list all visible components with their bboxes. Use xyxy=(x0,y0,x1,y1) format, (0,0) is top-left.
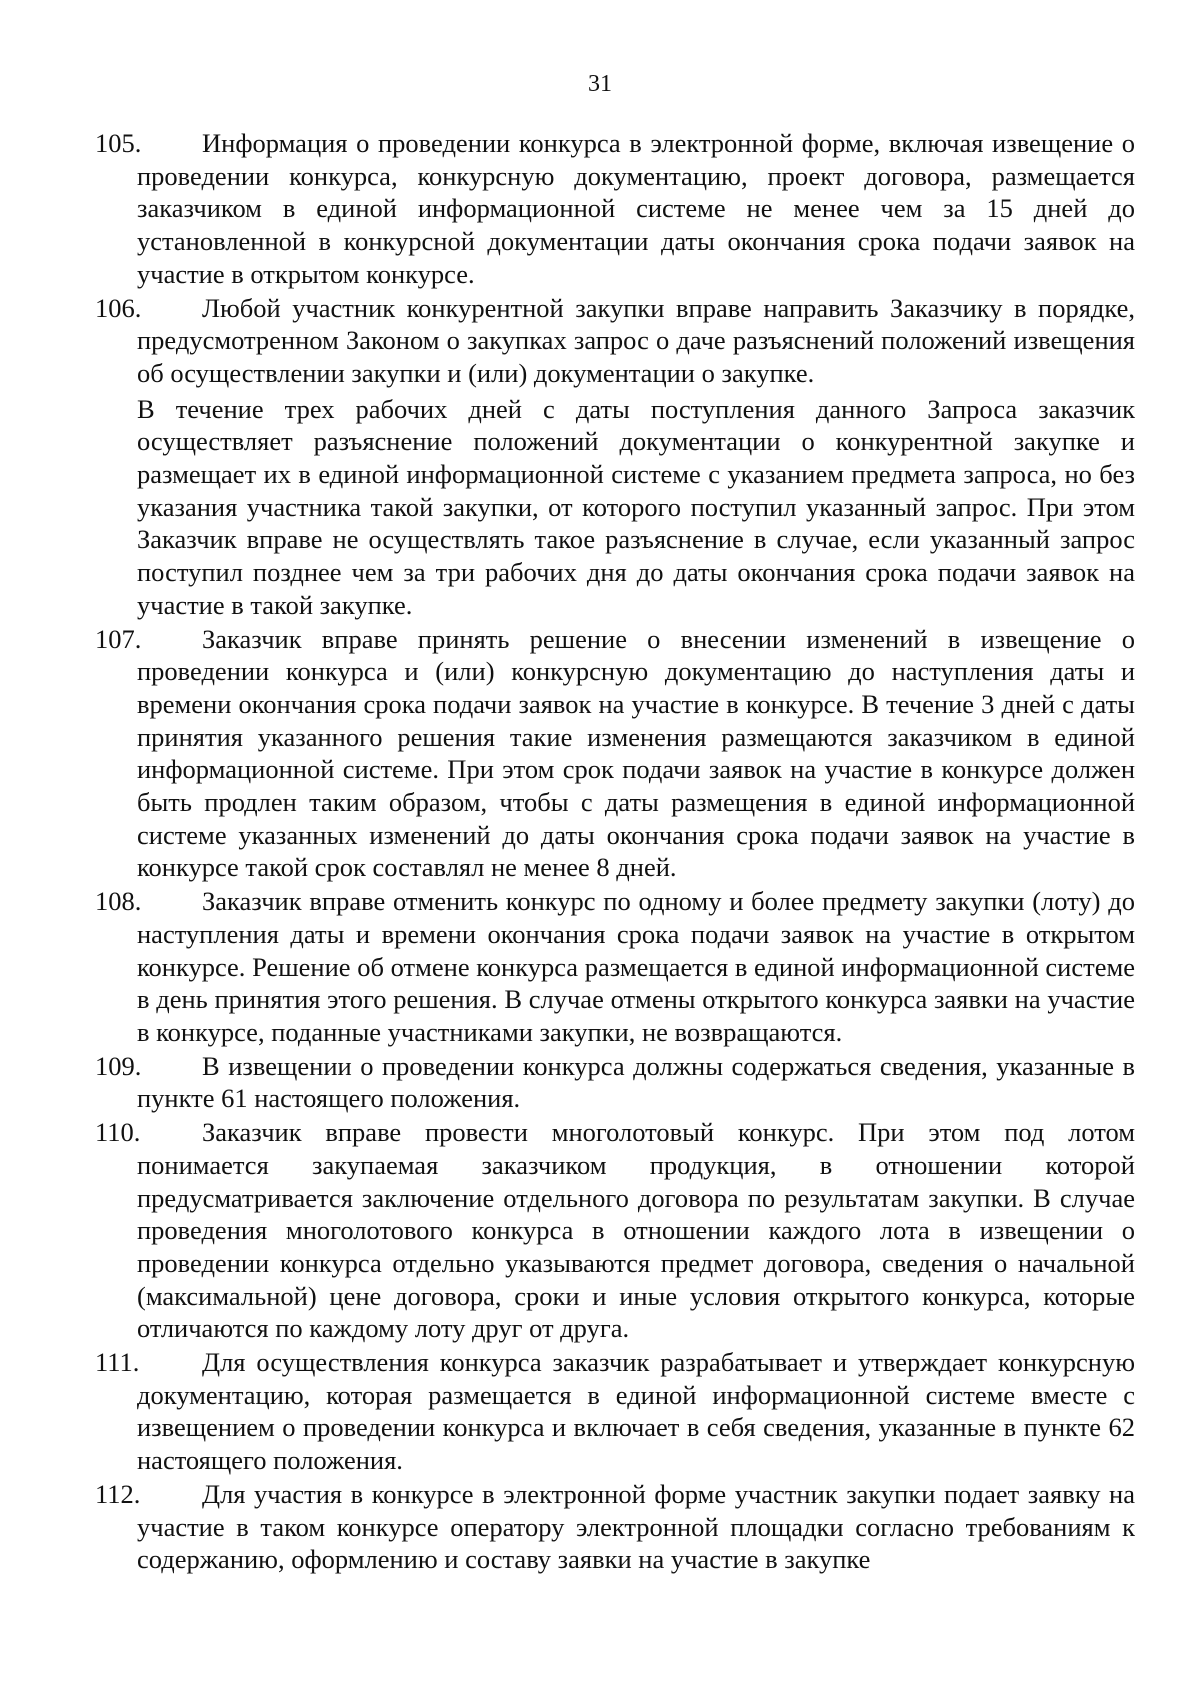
paragraph-number: 107. xyxy=(95,623,142,654)
paragraph-number: 105. xyxy=(95,128,142,158)
document-body xyxy=(95,127,1135,1576)
paragraph-text: Заказчик вправе отменить конкурс по одному и более предмету закупки (лоту) до наступления даты и времени окончания срока подачи заявок на участие в открытом конкурсе. Решение об отмене конкурса размещается в единой информационной системе в день принятия этого решения. В случае отмены открытого конкурса заявки на участие в конкурсе, поданные участниками закупки, не возвращаются. xyxy=(137,886,1135,1047)
paragraph-text: Заказчик вправе принять решение о внесении изменений в извещение о проведении конкурса и (или) конкурсную документацию до наступления даты и времени окончания срока подачи заявок на участие в конкурсе. В течение 3 дней с даты принятия указанного решения такие изменения размещаются заказчиком в единой информационной системе. При этом срок подачи заявок на участие в конкурсе должен быть продлен таким образом, чтобы с даты размещения в единой информационной системе указанных изменений до даты окончания срока подачи заявок на участие в конкурсе такой срок составлял не менее 8 дней. xyxy=(137,623,1135,883)
paragraph-text: Любой участник конкурентной закупки вправе направить Заказчику в порядке, предусмотренном Законом о закупках запрос о даче разъяснений положений извещения об осуществлении закупки и (или) документации о закупке. xyxy=(137,292,1135,388)
page-number: 31 xyxy=(588,71,612,97)
paragraph-107 xyxy=(95,623,1135,885)
paragraph-112 xyxy=(95,1478,1135,1576)
paragraph-number: 106. xyxy=(95,292,142,323)
paragraph-text: Информация о проведении конкурса в электронной форме, включая извещение о проведении конкурса, конкурсную документацию, проект договора, размещается заказчиком в единой информационной системе не менее чем за 15 дней до установленной в конкурсной документации даты окончания срока подачи заявок на участие в открытом конкурсе. xyxy=(137,128,1135,289)
paragraph-number: 108. xyxy=(95,886,142,917)
paragraph-number: 111. xyxy=(95,1347,140,1378)
paragraph-108 xyxy=(95,885,1135,1049)
paragraph-text: В извещении о проведении конкурса должны содержаться сведения, указанные в пункте 61 настоящего положения. xyxy=(137,1050,1135,1114)
paragraph-text: Заказчик вправе провести многолотовый конкурс. При этом под лотом понимается закупаемая заказчиком продукция, в отношении которой предусматривается заключение отдельного договора по результатам закупки. В случае проведения многолотового конкурса в отношении каждого лота в извещении о проведении конкурса отдельно указываются предмет договора, сведения о начальной (максимальной) цене договора, сроки и иные условия открытого конкурса, которые отличаются по каждому лоту друг от друга. xyxy=(137,1117,1135,1344)
paragraph-text: Для осуществления конкурса заказчик разрабатывает и утверждает конкурсную документацию, которая размещается в единой информационной системе вместе с извещением о проведении конкурса и включает в себя сведения, указанные в пункте 62 настоящего положения. xyxy=(137,1347,1135,1476)
paragraph-106-continuation: В течение трех рабочих дней с даты поступления данного Запроса заказчик осуществляет разъяснение положений документации о конкурентной закупке и размещает их в единой информационной системе с указанием предмета запроса, но без указания участника такой закупки, от которого поступил указанный запрос. При этом Заказчик вправе не осуществлять такое разъяснение в случае, если указанный запрос поступил позднее чем за три рабочих дня до даты окончания срока подачи заявок на участие в такой закупке. xyxy=(137,393,1135,620)
paragraph-number: 109. xyxy=(95,1050,142,1081)
paragraph-number: 110. xyxy=(95,1117,141,1148)
paragraph-text: Для участия в конкурсе в электронной форме участник закупки подает заявку на участие в таком конкурсе оператору электронной площадки согласно требованиям к содержанию, оформлению и составу заявки на участие в закупке xyxy=(137,1478,1135,1575)
paragraph-110 xyxy=(95,1116,1135,1345)
paragraph-105 xyxy=(95,127,1135,291)
paragraph-106 xyxy=(95,292,1135,390)
paragraph-111 xyxy=(95,1346,1135,1477)
paragraph-number: 112. xyxy=(95,1478,141,1509)
paragraph-109 xyxy=(95,1050,1135,1115)
